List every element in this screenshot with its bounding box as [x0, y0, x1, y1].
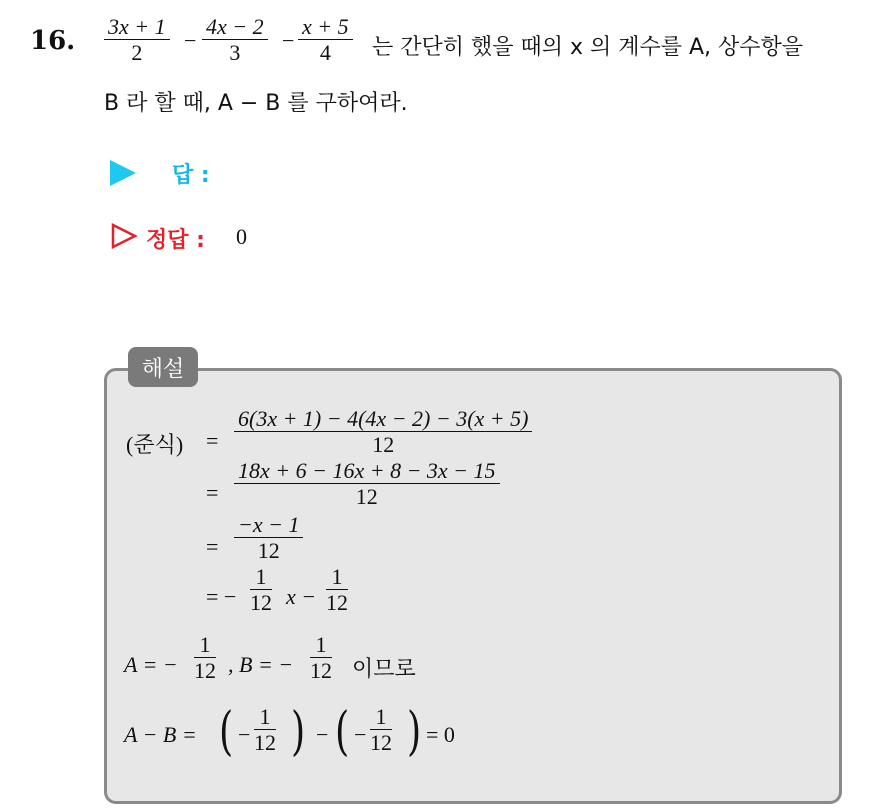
fraction-1: 3x + 1 2 [104, 14, 170, 66]
line6-result: = 0 [426, 722, 455, 747]
step3-fraction: −x − 1 12 [234, 512, 303, 564]
left-paren: ( [219, 702, 234, 762]
a-value-fraction: 1 12 [194, 632, 216, 684]
fraction-3: x + 5 4 [298, 14, 353, 66]
solution-tab: 해설 [128, 347, 198, 387]
right-paren: ) [291, 702, 306, 762]
line5-b: , B = − [228, 652, 294, 677]
b-value-fraction: 1 12 [310, 632, 332, 684]
step4-prefix: = − [206, 584, 237, 609]
minus-sign: − [238, 722, 251, 747]
equals-sign: = [206, 480, 219, 505]
step4-fraction-1: 1 12 [250, 564, 272, 616]
line5-conclusion: 이므로 [352, 656, 416, 681]
line6-lhs: A − B = [124, 722, 197, 747]
left-paren: ( [335, 702, 350, 762]
question-text-line2: B 라 할 때, A − B 를 구하여라. [104, 91, 408, 116]
line6-fraction-1: 1 12 [254, 704, 276, 756]
minus-sign: − [354, 722, 367, 747]
play-arrow-icon [110, 160, 136, 186]
outline-arrow-icon [110, 222, 138, 250]
correct-answer-value: 0 [236, 224, 247, 249]
minus-sign: − [282, 28, 295, 53]
minus-sign: − [316, 722, 329, 747]
line5-a: A = − [124, 652, 178, 677]
minus-sign: − [184, 28, 197, 53]
correct-answer-label: 정답 : [146, 228, 205, 253]
line6-fraction-2: 1 12 [370, 704, 392, 756]
right-paren: ) [407, 702, 422, 762]
step4-mid: x − [286, 584, 317, 609]
question-text-line1: 는 간단히 했을 때의 x 의 계수를 A, 상수항을 [372, 35, 804, 60]
step1-fraction: 6(3x + 1) − 4(4x − 2) − 3(x + 5) 12 [234, 406, 532, 458]
equals-sign: = [206, 534, 219, 559]
equals-sign: = [206, 428, 219, 453]
question-number: 16. [30, 26, 76, 56]
fraction-2: 4x − 2 3 [202, 14, 268, 66]
step4-fraction-2: 1 12 [326, 564, 348, 616]
answer-label: 답 : [172, 163, 210, 188]
step2-fraction: 18x + 6 − 16x + 8 − 3x − 15 12 [234, 458, 500, 510]
solution-lhs: (준식) [126, 432, 184, 457]
